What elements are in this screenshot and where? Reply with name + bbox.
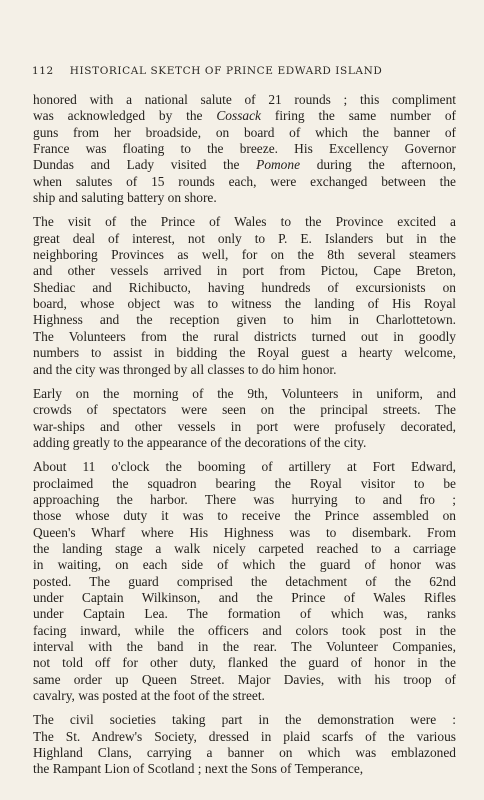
text-line: The St. Andrew's Society, dressed in plaid scarfs of the various <box>33 728 456 744</box>
text-line: Dundas and Lady visited the Pomone during the afternoon, <box>33 157 456 173</box>
text-line: About 11 o'clock the booming of artillery at Fort Edward, <box>33 459 456 475</box>
text-line: in waiting, on each side of which the guard of honor was <box>33 557 456 573</box>
running-title: HISTORICAL SKETCH OF PRINCE EDWARD ISLAND <box>69 65 383 77</box>
text-line: Early on the morning of the 9th, Volunteers in uniform, and <box>33 385 456 401</box>
text-line: The visit of the Prince of Wales to the Province excited a <box>33 214 456 230</box>
paragraph <box>33 459 456 704</box>
text-line: proclaimed the squadron bearing the Royal visitor to be <box>33 475 456 491</box>
text-line: posted. The guard comprised the detachment of the 62nd <box>33 573 456 589</box>
text-line: approaching the harbor. There was hurrying to and fro ; <box>33 491 456 507</box>
text-line: under Captain Wilkinson, and the Prince of Wales Rifles <box>33 589 456 605</box>
text-line: not told off for other duty, flanked the guard of honor in the <box>33 655 456 671</box>
text-line: Highness and the reception given to him in Charlottetown. <box>33 312 456 328</box>
text-line: ship and saluting battery on shore. <box>33 190 217 206</box>
text-line: adding greatly to the appearance of the decorations of the city. <box>33 434 367 450</box>
text-line: under Captain Lea. The formation of which was, ranks <box>33 606 456 622</box>
paragraph <box>33 386 456 451</box>
text-line: great deal of interest, not only to P. E. Islanders but in the <box>33 230 456 246</box>
text-line: neighboring Provinces as well, for on the 8th several steamers <box>33 247 456 263</box>
text-line: Highland Clans, carrying a banner on which was emblazoned <box>33 745 456 761</box>
text-line: guns from her broadside, on board of which the banner of <box>33 124 456 140</box>
text-line: same order up Queen Street. Major Davies, with his troop of <box>33 671 456 687</box>
text-line: Shediac and Richibucto, having hundreds of excursionists on <box>33 279 456 295</box>
text-line: was acknowledged by the Cossack firing the same number of <box>33 108 456 124</box>
paragraph <box>33 214 456 377</box>
body-text <box>33 92 456 786</box>
text-line: and other vessels arrived in port from Pictou, Cape Breton, <box>33 263 456 279</box>
text-line: board, whose object was to witness the landing of His Royal <box>33 296 456 312</box>
text-line: France was floating to the breeze. His Excellency Governor <box>33 141 456 157</box>
text-line: interval with the band in the rear. The Volunteer Companies, <box>33 639 456 654</box>
text-line: facing inward, while the officers and colors took post in the <box>33 622 456 638</box>
text-line: war-ships and other vessels in port were profusely decorated, <box>33 418 456 434</box>
text-line: when salutes of 15 rounds each, were exchanged between the <box>33 173 456 189</box>
text-line: The Volunteers from the rural districts turned out in goodly <box>33 328 456 344</box>
text-line: the landing stage a walk nicely carpeted reached to a carriage <box>33 540 456 556</box>
text-line: those whose duty it was to receive the Prince assembled on <box>33 508 456 524</box>
text-line: the Rampant Lion of Scotland ; next the Sons of Temperance, <box>33 761 364 777</box>
text-line: The civil societies taking part in the demonstration were : <box>33 712 456 728</box>
running-header <box>32 65 452 77</box>
paragraph <box>33 92 456 206</box>
page-number: 112 <box>32 65 54 77</box>
text-line: and the city was thronged by all classes to do him honor. <box>33 361 337 377</box>
text-line: Queen's Wharf where His Highness was to disembark. From <box>33 524 456 540</box>
text-line: cavalry, was posted at the foot of the street. <box>33 688 265 704</box>
paragraph <box>33 712 456 777</box>
text-line: honored with a national salute of 21 rounds ; this compliment <box>33 92 456 107</box>
text-line: crowds of spectators were seen on the principal streets. The <box>33 402 456 418</box>
text-line: numbers to assist in bidding the Royal guest a hearty welcome, <box>33 345 456 361</box>
